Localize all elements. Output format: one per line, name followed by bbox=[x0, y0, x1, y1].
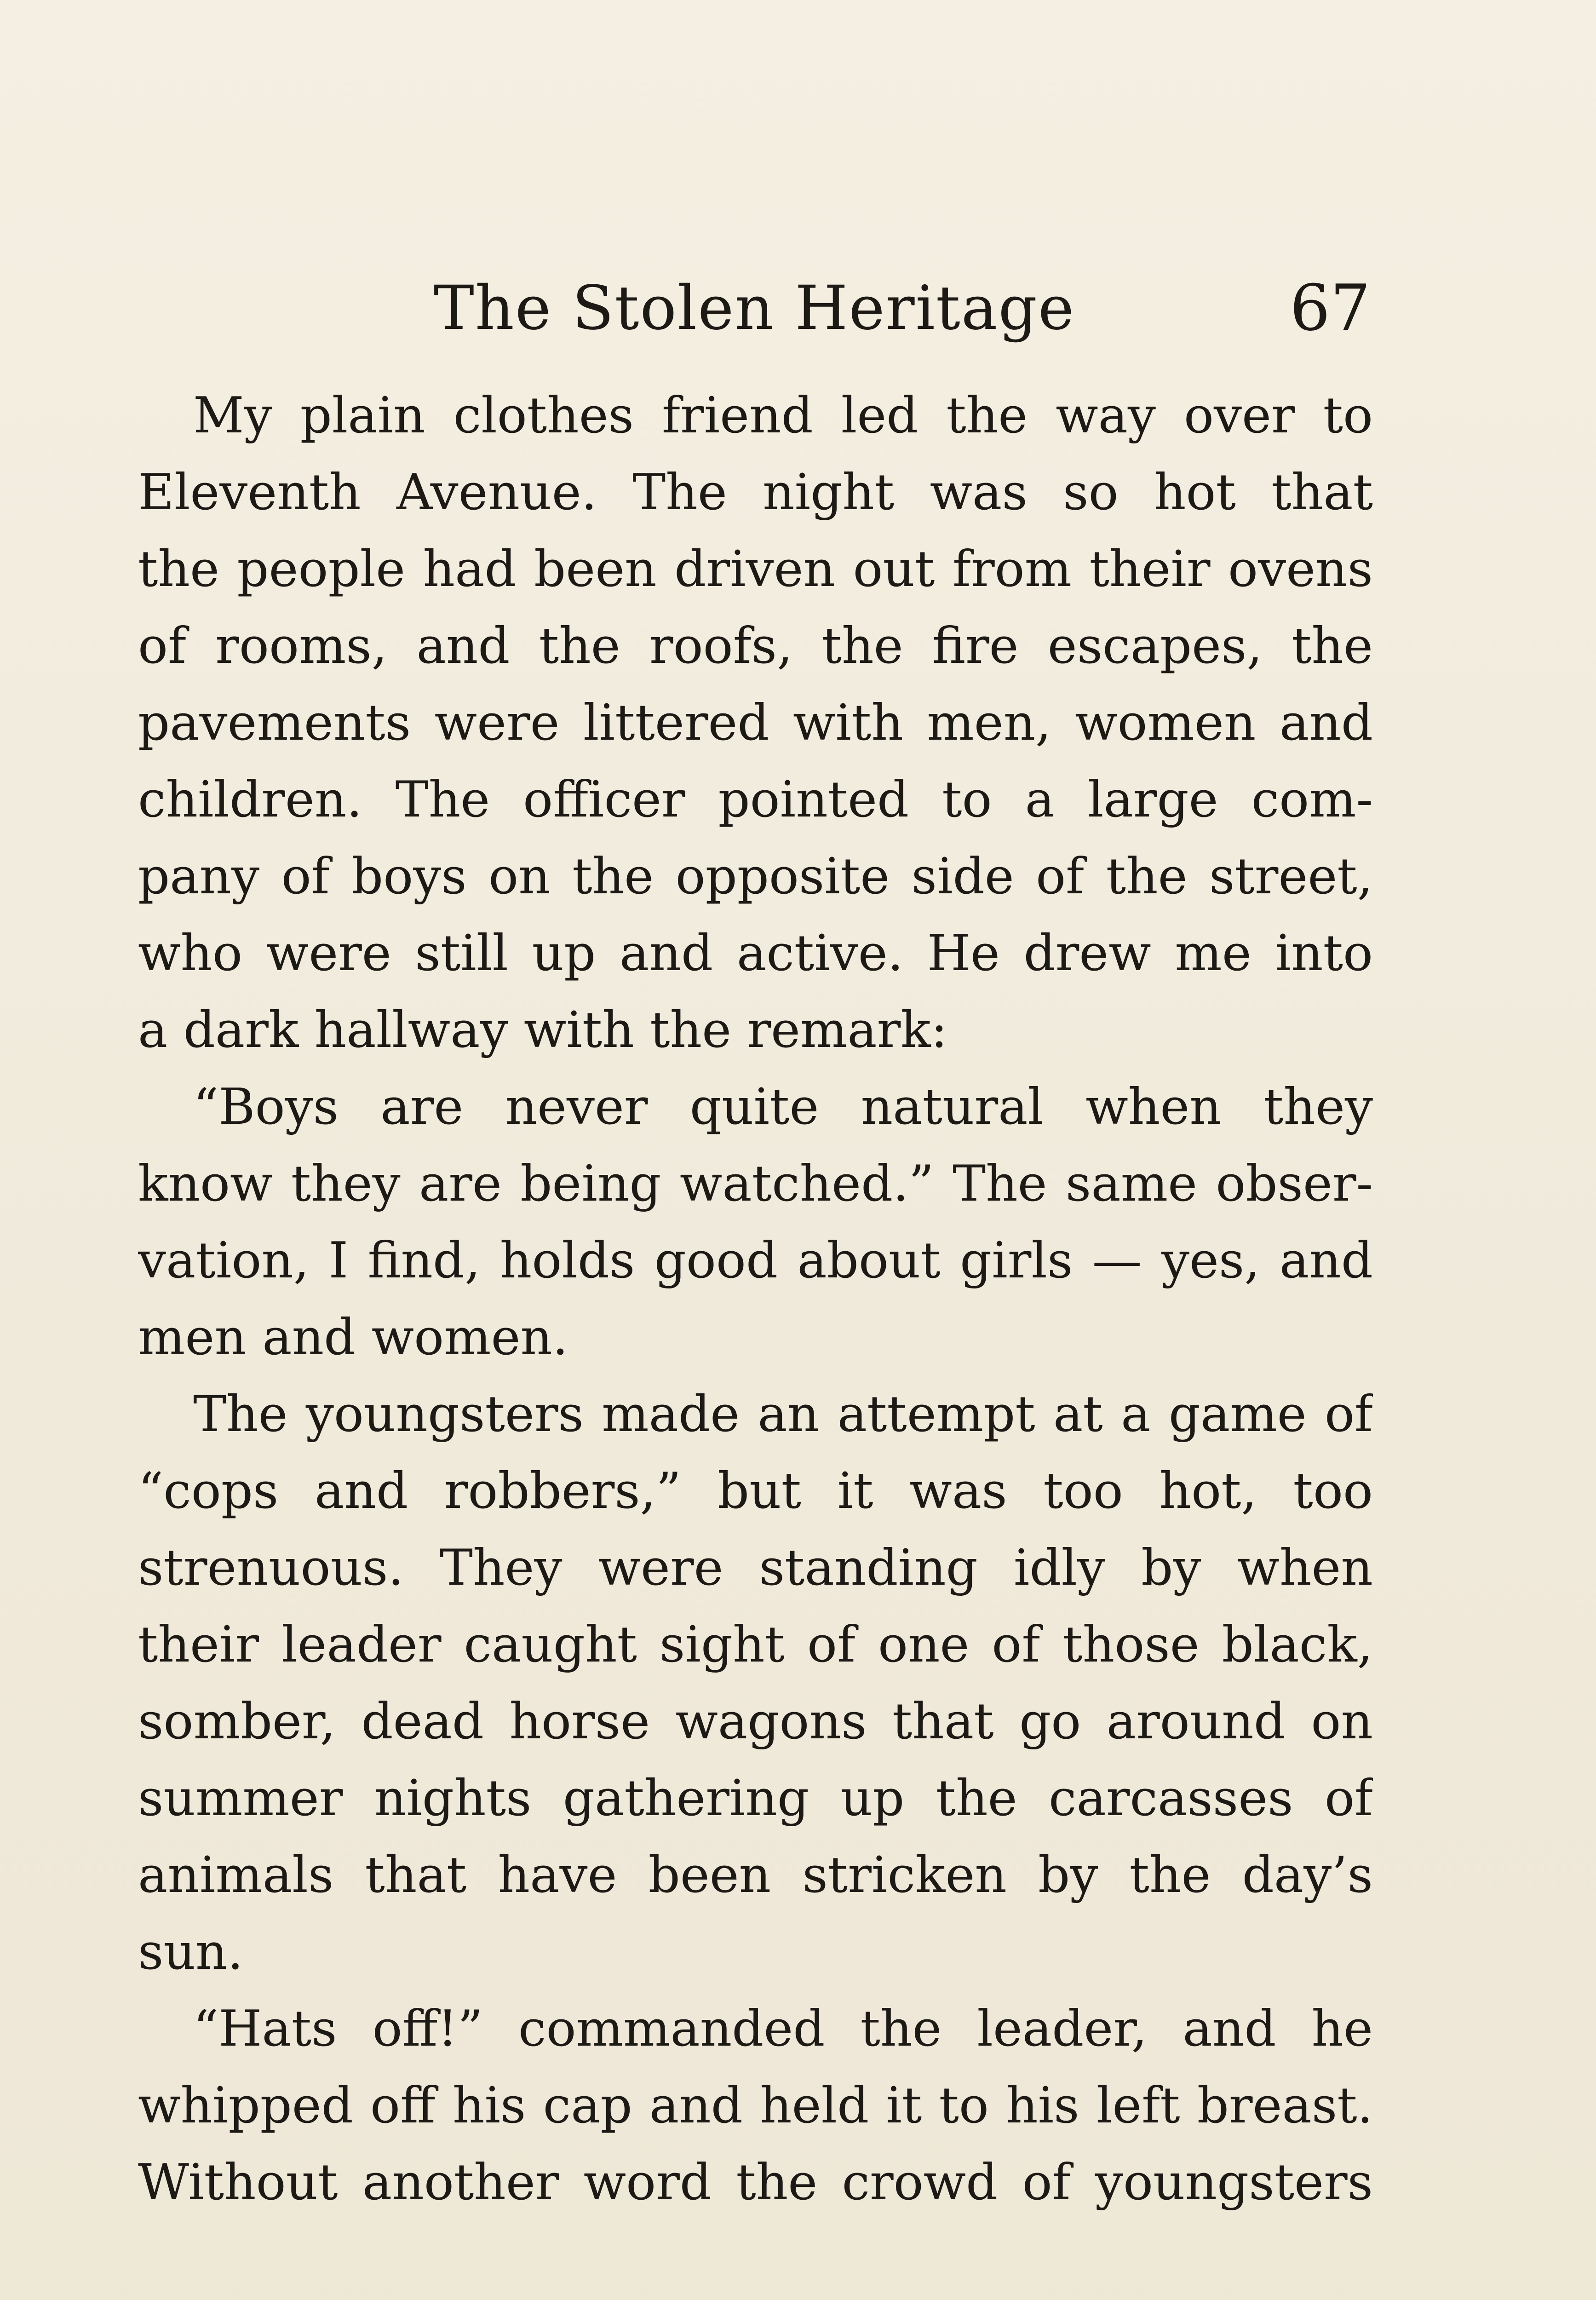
text-line: pany of boys on the opposite side of the street, bbox=[138, 848, 1373, 905]
text-line: who were still up and active. He drew me into bbox=[138, 925, 1373, 982]
text-line: “cops and robbers,” but it was too hot, too bbox=[138, 1462, 1373, 1520]
text-line: sun. bbox=[138, 1923, 243, 1981]
text-line: Without another word the crowd of youngsters bbox=[138, 2154, 1373, 2211]
text-line: strenuous. They were standing idly by when bbox=[138, 1539, 1373, 1597]
text-line: “Hats off!” commanded the leader, and he bbox=[193, 2000, 1373, 2058]
text-line: The youngsters made an attempt at a game of bbox=[193, 1386, 1373, 1443]
page-number: 67 bbox=[1290, 271, 1371, 345]
text-line: children. The officer pointed to a large com- bbox=[138, 771, 1373, 828]
running-head-title: The Stolen Heritage bbox=[433, 273, 1075, 344]
text-line: animals that have been stricken by the day’s bbox=[138, 1846, 1373, 1904]
text-line: “Boys are never quite natural when they bbox=[193, 1078, 1373, 1136]
text-line: of rooms, and the roofs, the fire escapes, the bbox=[138, 617, 1373, 675]
text-line: Eleventh Avenue. The night was so hot that bbox=[138, 464, 1373, 521]
body-text bbox=[138, 377, 1373, 2221]
text-line: whipped off his cap and held it to his left breast. bbox=[138, 2077, 1373, 2134]
text-line: a dark hallway with the remark: bbox=[138, 1001, 948, 1059]
text-line: summer nights gathering up the carcasses of bbox=[138, 1770, 1373, 1827]
text-line: My plain clothes friend led the way over to bbox=[193, 387, 1373, 444]
text-line: the people had been driven out from their ovens bbox=[138, 540, 1373, 598]
running-head bbox=[138, 267, 1371, 350]
text-line: vation, I find, holds good about girls — yes, and bbox=[138, 1232, 1373, 1289]
text-line: know they are being watched.” The same obser- bbox=[138, 1155, 1373, 1213]
text-line: pavements were littered with men, women and bbox=[138, 694, 1373, 752]
text-line: men and women. bbox=[138, 1309, 568, 1366]
text-line: somber, dead horse wagons that go around on bbox=[138, 1693, 1373, 1750]
text-line: their leader caught sight of one of those black, bbox=[138, 1616, 1373, 1673]
